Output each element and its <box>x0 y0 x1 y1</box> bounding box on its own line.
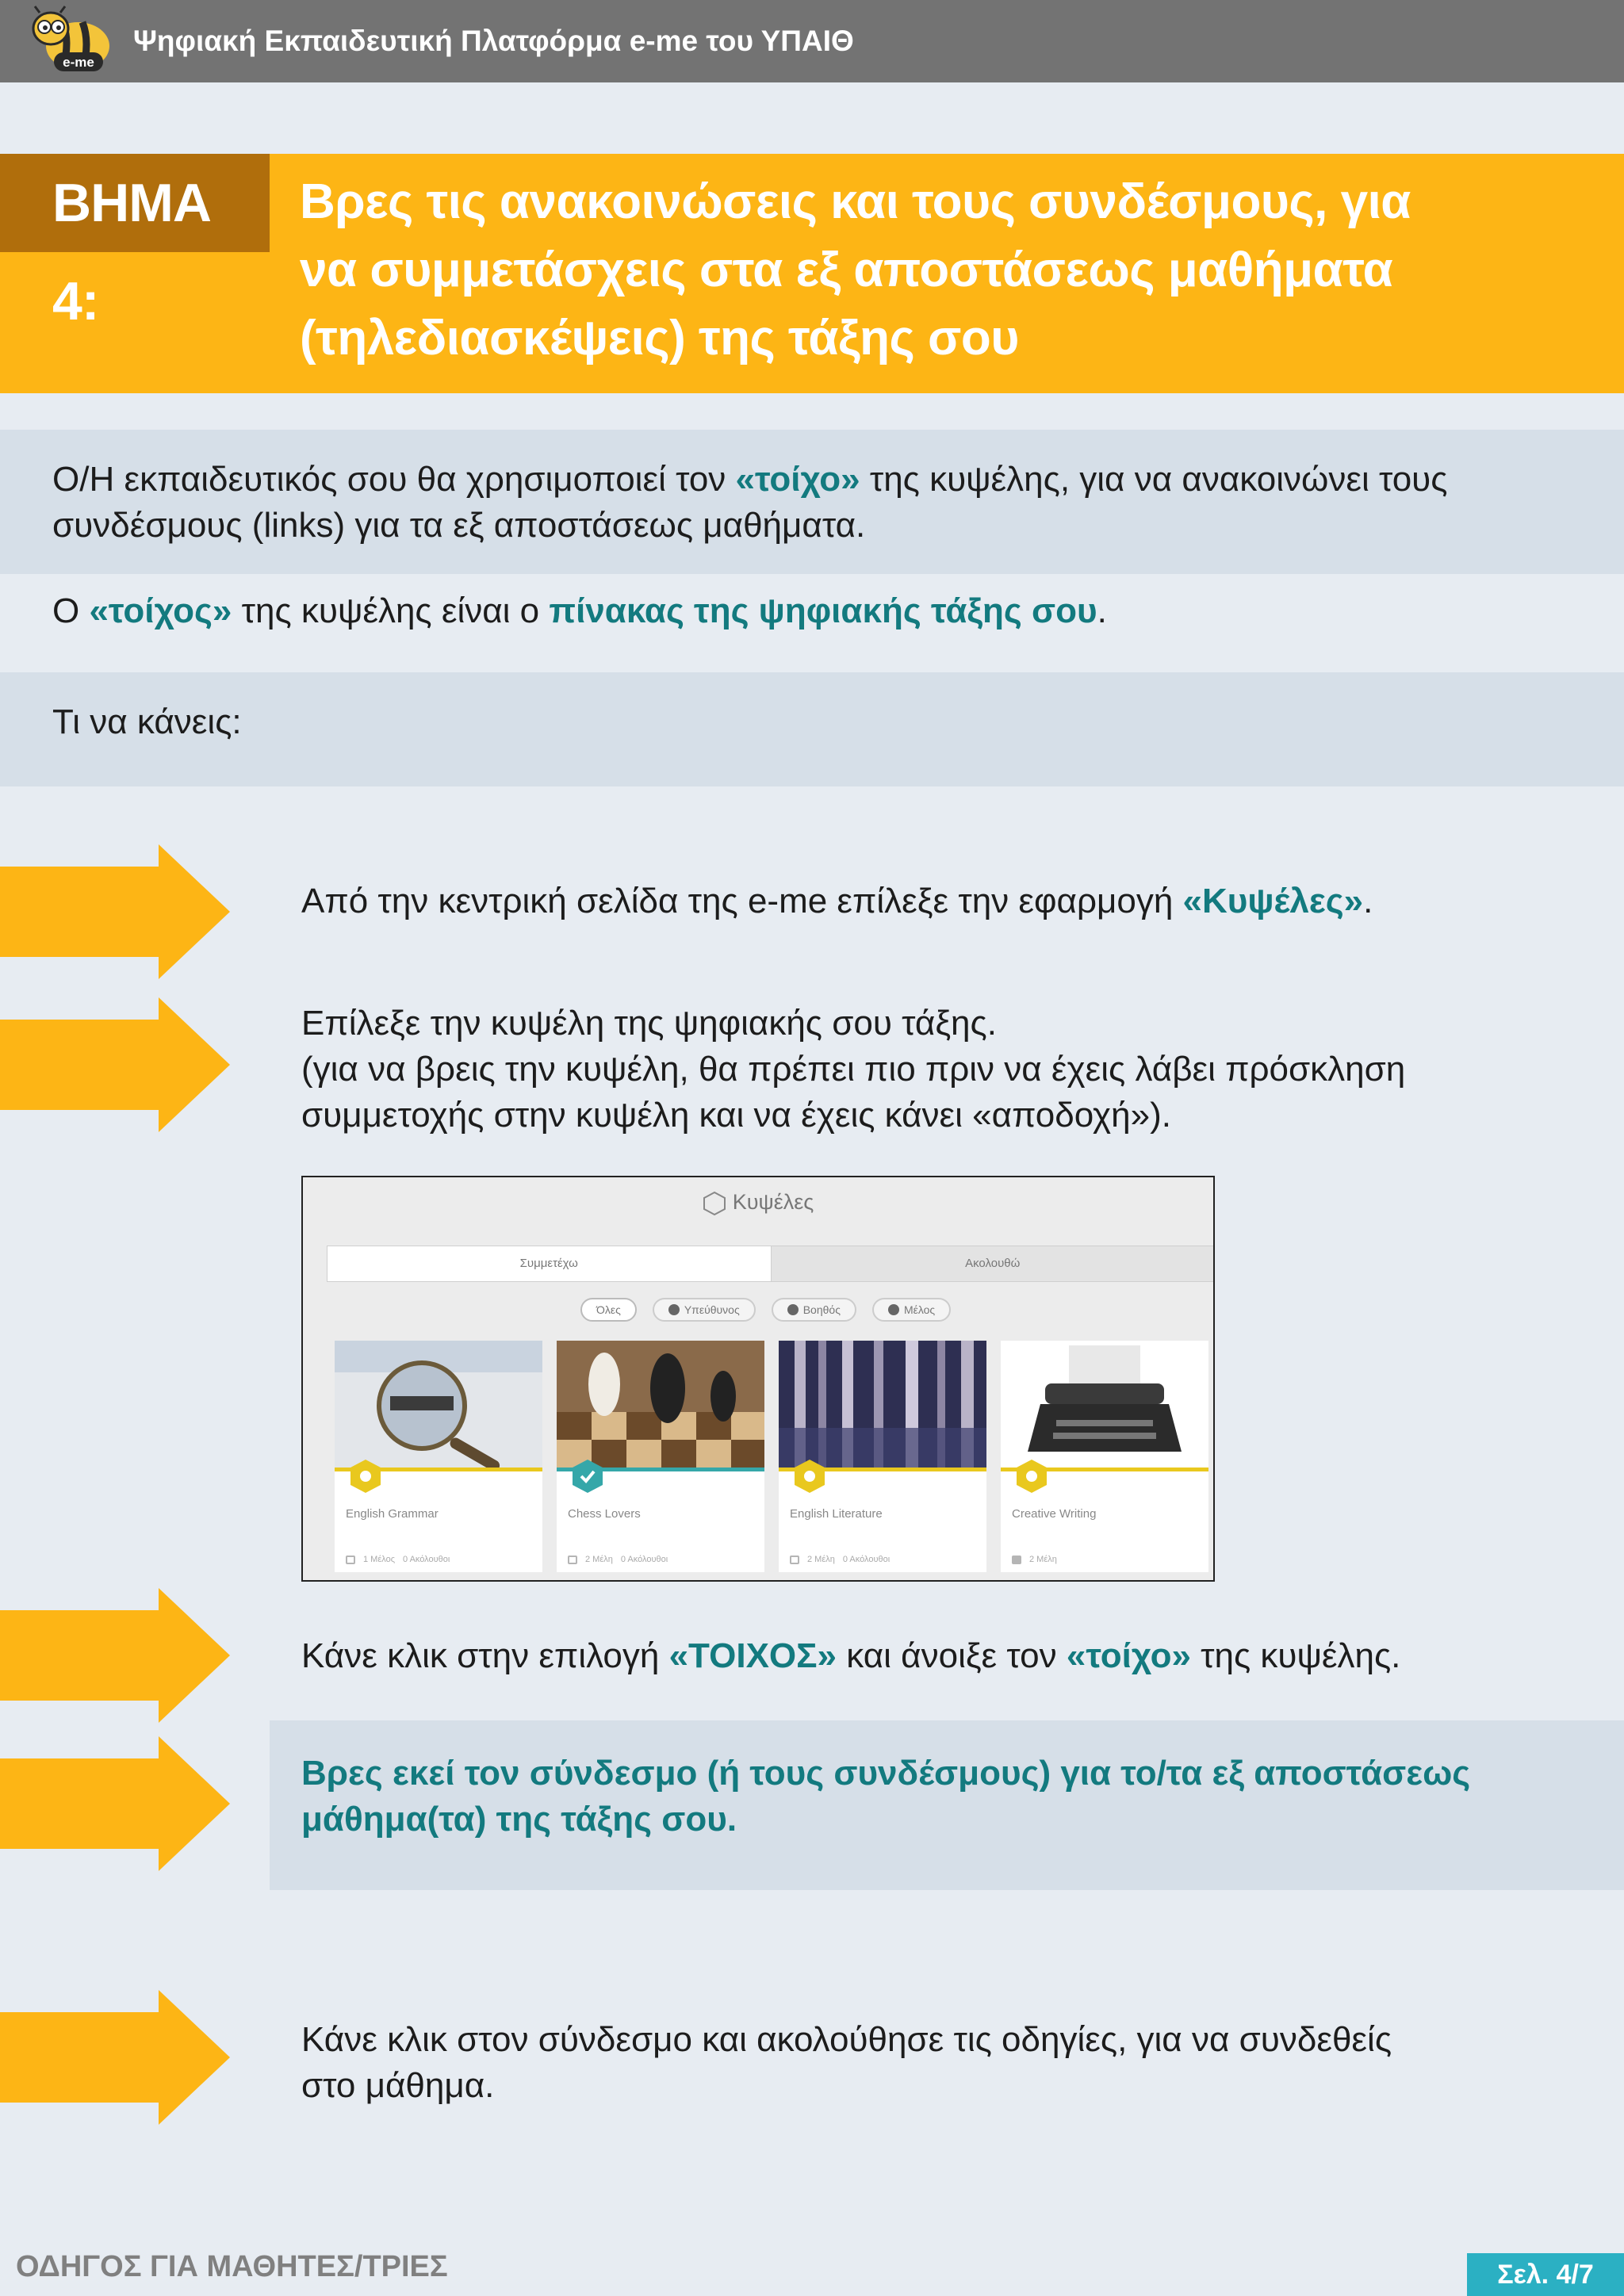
wall-term: «τοίχο» <box>1066 1636 1191 1675</box>
hive-card[interactable] <box>335 1341 542 1572</box>
step-3-body: Κάνε κλικ στην επιλογή <box>301 1636 669 1675</box>
step-1-text <box>301 878 1538 924</box>
filter-owner[interactable] <box>653 1298 756 1322</box>
hive-name: Creative Writing <box>1012 1507 1097 1521</box>
owner-badge-icon <box>1013 1458 1050 1494</box>
hives-app-term: «Κυψέλες» <box>1182 882 1364 920</box>
step-2-line: (για να βρεις την κυψέλη, θα πρέπει πιο πριν να έχεις λάβει πρόσκληση <box>301 1050 1406 1089</box>
hive-meta <box>568 1555 668 1564</box>
filter-assistant[interactable] <box>772 1298 856 1322</box>
page-number-badge: Σελ. 4/7 <box>1467 2253 1624 2296</box>
followers-count: 0 Ακόλουθοι <box>403 1555 450 1564</box>
step-3-text <box>301 1633 1570 1679</box>
wall-definition <box>52 588 1575 634</box>
hives-title-text: Κυψέλες <box>732 1190 814 1214</box>
chess-image <box>557 1341 764 1468</box>
hive-name: Chess Lovers <box>568 1507 641 1521</box>
member-badge-icon <box>569 1458 606 1494</box>
wall-option-term: «ΤΟΙΧΟΣ» <box>668 1636 837 1675</box>
hive-name: English Literature <box>790 1507 883 1521</box>
digital-board-term: πίνακας της ψηφιακής τάξης σου <box>549 591 1097 630</box>
grammar-book-image <box>335 1341 542 1468</box>
step-label: ΒΗΜΑ 4: <box>0 154 270 252</box>
intro-text: της κυψέλης, για να ανακοινώνει τους <box>860 460 1448 499</box>
lock-icon <box>346 1556 355 1564</box>
followers-count: 0 Ακόλουθοι <box>842 1555 891 1564</box>
lock-icon <box>1012 1556 1021 1564</box>
wall-term: «τοίχο» <box>735 460 860 499</box>
hive-meta <box>790 1555 890 1564</box>
hive-meta <box>1012 1555 1057 1564</box>
step-arrow-icon <box>0 997 230 1132</box>
step-3-body: και άνοιξε τον <box>837 1636 1067 1675</box>
step-5-line: Κάνε κλικ στον σύνδεσμο και ακολούθησε τις οδηγίες, για να συνδεθείς <box>301 2020 1392 2059</box>
hives-screenshot <box>301 1176 1215 1582</box>
platform-title: Ψηφιακή Εκπαιδευτική Πλατφόρμα e-me του ΥΠΑΙΘ <box>133 25 854 57</box>
members-count: 1 Μέλος <box>363 1555 395 1564</box>
owner-badge-icon <box>791 1458 828 1494</box>
hive-card[interactable] <box>779 1341 986 1572</box>
hand-icon <box>787 1304 799 1315</box>
typewriter-image <box>1001 1341 1208 1468</box>
lock-icon <box>790 1556 799 1564</box>
step-arrow-icon <box>0 1588 230 1723</box>
step-1-body: Από την κεντρική σελίδα της e-me επίλεξε την εφαρμογή <box>301 882 1183 920</box>
step-5-text <box>301 2017 1570 2109</box>
step-1-body: . <box>1363 882 1373 920</box>
wall-term: «τοίχος» <box>89 591 232 630</box>
step-2-line: συμμετοχής στην κυψέλη και να έχεις κάνει «αποδοχή»). <box>301 1096 1171 1135</box>
logo-text: e-me <box>63 55 94 70</box>
filter-all[interactable] <box>580 1298 637 1322</box>
filter-member[interactable] <box>872 1298 951 1322</box>
check-icon <box>888 1304 899 1315</box>
role-filters <box>580 1298 951 1322</box>
tab-follow[interactable]: Ακολουθώ <box>772 1246 1215 1281</box>
lock-icon <box>568 1556 577 1564</box>
hive-card[interactable] <box>557 1341 764 1572</box>
intro-line: συνδέσμους (links) για τα εξ αποστάσεως μαθήματα. <box>52 506 866 545</box>
hexagon-icon <box>703 1191 726 1216</box>
intro-text: Ο/Η εκπαιδευτικός σου θα χρησιμοποιεί τον <box>52 460 736 499</box>
guide-footer-title: ΟΔΗΓΟΣ ΓΙΑ ΜΑΘΗΤΕΣ/ΤΡΙΕΣ <box>16 2250 448 2283</box>
hive-meta <box>346 1555 450 1564</box>
hives-tabs <box>327 1246 1215 1282</box>
hive-card[interactable] <box>1001 1341 1208 1572</box>
step-2-line: Επίλεξε την κυψέλη της ψηφιακής σου τάξης. <box>301 1004 997 1043</box>
filter-label: Όλες <box>596 1303 621 1316</box>
step-arrow-icon <box>0 1736 230 1871</box>
step-arrow-icon <box>0 844 230 979</box>
step-4-line: Βρες εκεί τον σύνδεσμο (ή τους συνδέσμους) για το/τα εξ αποστάσεως <box>301 1754 1471 1793</box>
members-count: 2 Μέλη <box>585 1555 613 1564</box>
intro-line <box>52 457 1575 503</box>
filter-label: Βοηθός <box>802 1303 841 1316</box>
step-title-line: (τηλεδιασκέψεις) της τάξης σου <box>300 311 1019 365</box>
step-title-line: Βρες τις ανακοινώσεις και τους συνδέσμους, για <box>300 174 1411 229</box>
e-me-bee-logo-icon <box>22 5 116 75</box>
owner-badge-icon <box>347 1458 384 1494</box>
filter-label: Μέλος <box>903 1303 936 1316</box>
hive-name: English Grammar <box>346 1507 439 1521</box>
step-arrow-icon <box>0 1990 230 2125</box>
definition-text: Ο <box>52 591 90 630</box>
intro-paragraph <box>52 457 1575 549</box>
step-5-line: στο μάθημα. <box>301 2066 495 2105</box>
step-title <box>300 168 1489 373</box>
what-to-do-heading: Τι να κάνεις: <box>52 702 242 741</box>
step-4-text <box>301 1751 1570 1843</box>
hive-cards <box>335 1341 1208 1572</box>
definition-text: της κυψέλης είναι ο <box>232 591 550 630</box>
step-4-line: μάθημα(τα) της τάξης σου. <box>301 1800 737 1839</box>
top-bar <box>0 0 1624 82</box>
step-3-body: της κυψέλης. <box>1190 1636 1401 1675</box>
followers-count: 0 Ακόλουθοι <box>620 1555 668 1564</box>
filter-label: Υπεύθυνος <box>684 1303 740 1316</box>
members-count: 2 Μέλη <box>807 1555 835 1564</box>
step-2-text <box>301 1001 1554 1138</box>
step-title-line: να συμμετάσχεις στα εξ αποστάσεως μαθήματα <box>300 243 1393 297</box>
library-image <box>779 1341 986 1468</box>
definition-text: . <box>1097 591 1107 630</box>
hives-title <box>303 1190 1213 1216</box>
tab-participate[interactable]: Συμμετέχω <box>327 1246 772 1281</box>
members-count: 2 Μέλη <box>1029 1555 1057 1564</box>
gear-icon <box>668 1304 680 1315</box>
what-to-do-band <box>0 672 1624 786</box>
